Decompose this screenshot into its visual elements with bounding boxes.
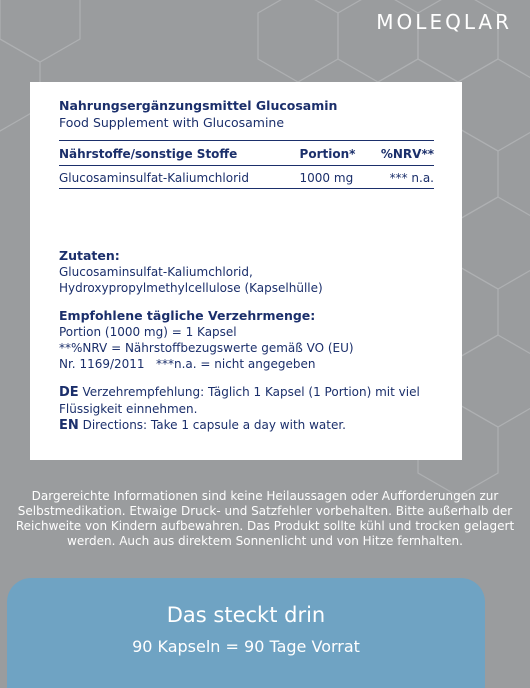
ingredients-heading: Zutaten:	[59, 248, 120, 263]
nutrient-table-header	[59, 141, 434, 166]
dosage-line-3: Nr. 1169/2011 ***n.a. = nicht angegeben	[59, 357, 316, 371]
ingredients-line-1: Glucosaminsulfat-Kaliumchlorid,	[59, 265, 253, 279]
directions-de	[59, 384, 434, 417]
dosage-line-2: **%NRV = Nährstoffbezugswerte gemäß VO (EU)	[59, 341, 354, 355]
header-nutrients: Nährstoffe/sonstige Stoffe	[59, 141, 290, 166]
header-nrv: %NRV**	[369, 141, 434, 166]
supplement-label	[30, 82, 462, 460]
cell-nrv: *** n.a.	[369, 166, 434, 189]
nutrient-table	[59, 140, 434, 189]
contents-subtitle: 90 Kapseln = 90 Tage Vorrat	[132, 637, 360, 656]
directions-en	[59, 417, 434, 434]
label-title-de: Nahrungsergänzungsmittel Glucosamin	[59, 98, 338, 113]
disclaimer-line-1: Dargereichte Informationen sind keine Heilaussagen oder Aufforderungen zur	[31, 489, 499, 503]
label-title-en: Food Supplement with Glucosamine	[59, 115, 285, 130]
dosage-heading: Empfohlene tägliche Verzehrmenge:	[59, 308, 316, 323]
disclaimer-text	[0, 489, 530, 549]
directions-en-text: Directions: Take 1 capsule a day with water.	[82, 418, 346, 432]
header-portion: Portion*	[290, 141, 370, 166]
lang-code-en: EN	[59, 418, 79, 433]
directions-de-text: Verzehrempfehlung: Täglich 1 Kapsel (1 Portion) mit viel Flüssigkeit einnehmen.	[59, 385, 420, 416]
brand-logo: MOLEQLAR	[376, 10, 512, 34]
contents-title: Das steckt drin	[166, 603, 326, 627]
contents-info-panel	[7, 578, 485, 688]
disclaimer-line-2: Selbstmedikation. Etwaige Druck- und Satzfehler vorbehalten. Bitte außerhalb der	[17, 504, 513, 518]
disclaimer-line-3: Reichweite von Kindern aufbewahren. Das Produkt sollte kühl und trocken gelagert	[15, 519, 515, 533]
dosage-line-1: Portion (1000 mg) = 1 Kapsel	[59, 325, 237, 339]
lang-code-de: DE	[59, 385, 79, 400]
cell-nutrient: Glucosaminsulfat-Kaliumchlorid	[59, 166, 290, 189]
table-row	[59, 166, 434, 189]
cell-portion: 1000 mg	[290, 166, 370, 189]
ingredients-line-2: Hydroxypropylmethylcellulose (Kapselhülle)	[59, 281, 323, 295]
disclaimer-line-4: werden. Auch aus direktem Sonnenlicht und von Hitze fernhalten.	[67, 534, 463, 548]
